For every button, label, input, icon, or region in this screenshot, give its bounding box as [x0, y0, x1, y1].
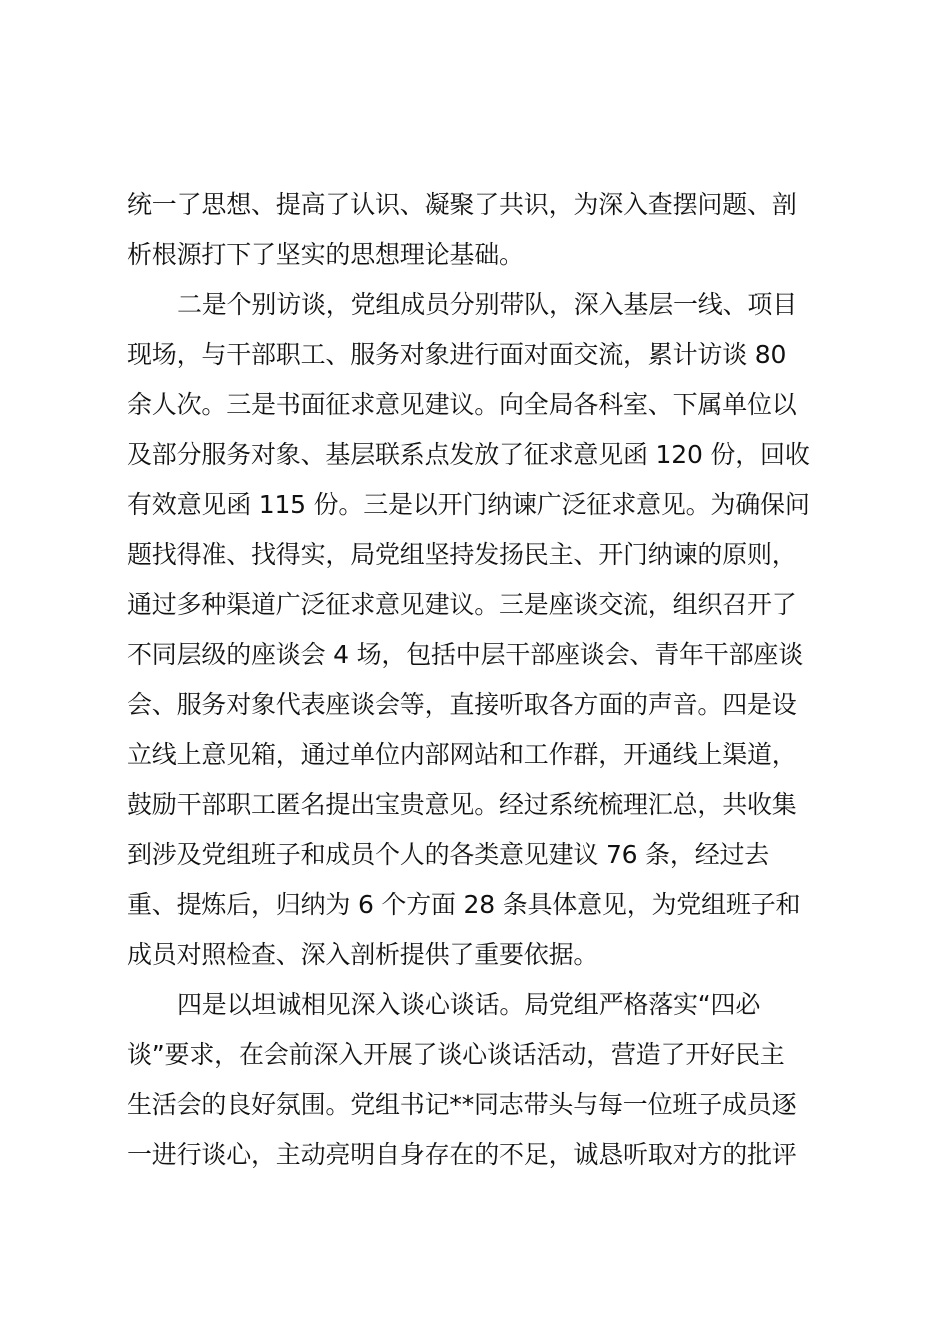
text-line: 鼓励干部职工匿名提出宝贵意见。经过系统梳理汇总，共收集	[127, 790, 797, 819]
text-line: 不同层级的座谈会 4 场，包括中层干部座谈会、青年干部座谈	[127, 640, 804, 669]
text-line: 余人次。三是书面征求意见建议。向全局各科室、下属单位以	[127, 390, 797, 419]
text-line: 有效意见函 115 份。三是以开门纳谏广泛征求意见。为确保问	[127, 490, 810, 519]
text-line: 及部分服务对象、基层联系点发放了征求意见函 120 份，回收	[127, 440, 810, 469]
document-page	[127, 180, 837, 1180]
paragraph	[127, 180, 837, 280]
text-line: 四是以坦诚相见深入谈心谈话。局党组严格落实“四必	[177, 990, 761, 1019]
text-line: 生活会的良好氛围。党组书记**同志带头与每一位班子成员逐	[127, 1090, 797, 1119]
paragraph	[127, 280, 837, 980]
text-line: 成员对照检查、深入剖析提供了重要依据。	[127, 940, 599, 969]
text-line: 到涉及党组班子和成员个人的各类意见建议 76 条，经过去	[127, 840, 770, 869]
text-line: 现场，与干部职工、服务对象进行面对面交流，累计访谈 80	[127, 340, 787, 369]
text-line: 谈”要求，在会前深入开展了谈心谈话活动，营造了开好民主	[127, 1040, 785, 1069]
text-line: 析根源打下了坚实的思想理论基础。	[127, 240, 524, 269]
text-line: 通过多种渠道广泛征求意见建议。三是座谈交流，组织召开了	[127, 590, 797, 619]
text-line: 一进行谈心，主动亮明自身存在的不足，诚恳听取对方的批评	[127, 1140, 797, 1169]
text-line: 立线上意见箱，通过单位内部网站和工作群，开通线上渠道，	[127, 740, 797, 769]
paragraph	[127, 980, 837, 1180]
text-line: 题找得准、找得实，局党组坚持发扬民主、开门纳谏的原则，	[127, 540, 797, 569]
text-line: 重、提炼后，归纳为 6 个方面 28 条具体意见，为党组班子和	[127, 890, 801, 919]
text-line: 二是个别访谈，党组成员分别带队，深入基层一线、项目	[177, 290, 798, 319]
text-line: 统一了思想、提高了认识、凝聚了共识，为深入查摆问题、剖	[127, 190, 797, 219]
text-line: 会、服务对象代表座谈会等，直接听取各方面的声音。四是设	[127, 690, 797, 719]
